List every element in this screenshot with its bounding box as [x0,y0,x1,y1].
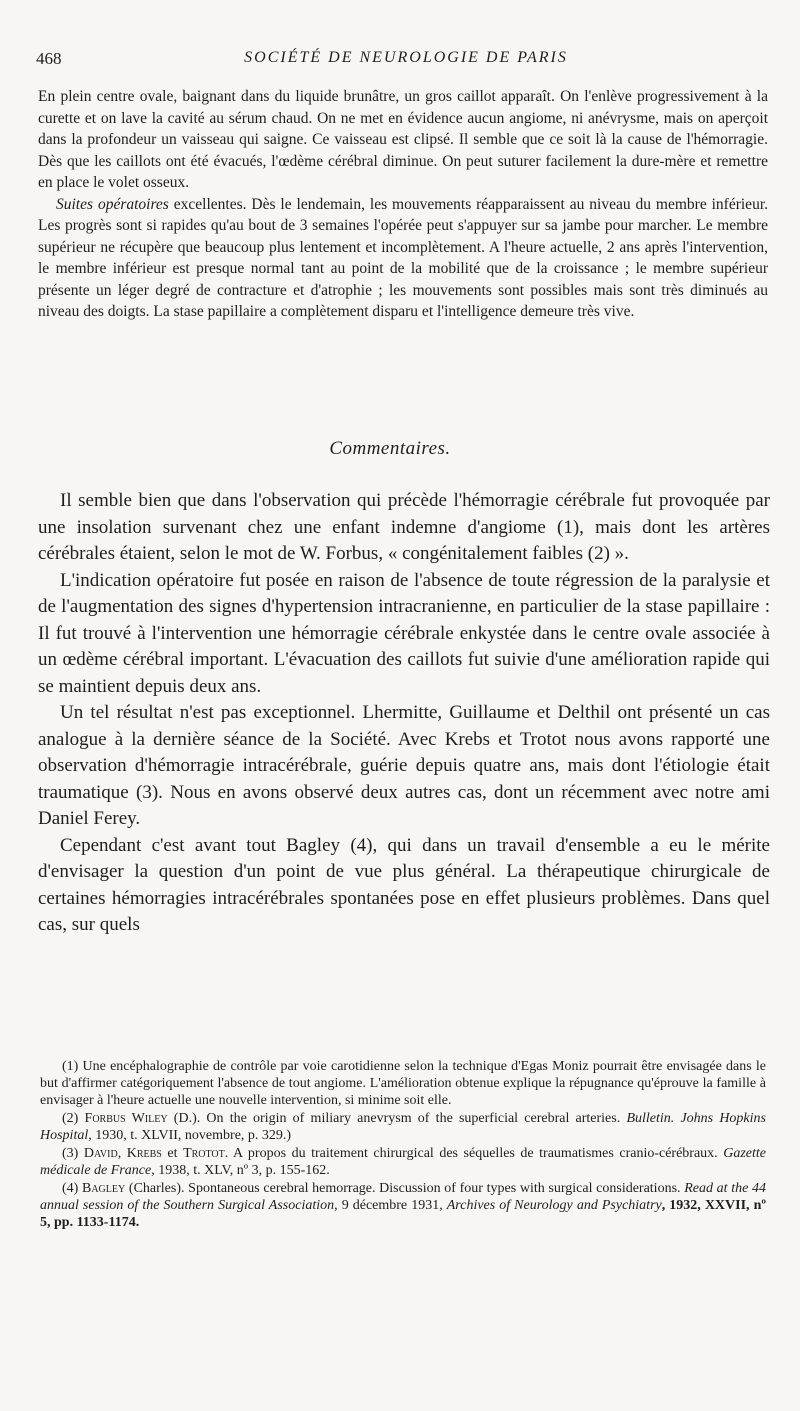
commentary-paragraph: Il semble bien que dans l'observation qui précède l'hémorragie cérébrale fut provoquée par une insolation survenant chez une enfant indemne d'angiome (1), mais dont les artères cérébrales étaient, selon le mot de W. Forbus, « congénitalement faibles (2) ». [38,490,770,564]
page-number: 468 [36,49,62,68]
footnote-journal: Bulletin. Johns Hopkins Hospital [40,1111,766,1143]
footnote-author: David, Krebs [83,1146,162,1161]
commentary-paragraph: L'indication opératoire fut posée en raison de l'absence de toute régression de la paralysie et de l'augmentation des signes d'hypertension intracranienne, en particulier de la stase papillaire : Il fut trouvé à l'intervention une hémorragie cérébrale enkystée dans le centre ovale associée à un œdème cérébral important. L'évacuation des caillots fut suivie d'une amélioration rapide qui se maintient depuis deux ans. [38,569,770,697]
footnote-4: (4) Bagley (Charles). Spontaneous cerebral hemorrage. Discussion of four types with surgical considerations. Read at the 44 annual session of the Southern Surgical Association, 9 décembre 1931, Archives of Neurology and Psychiatry, 1932, XXVII, nº 5, pp. 1133-1174. [40,1181,766,1230]
footnote-author: Trotot [183,1146,225,1161]
footnote-journal: Archives of Neurology and Psychiatry [446,1198,662,1213]
section-title: Commentaires. [329,438,451,459]
commentary-paragraph: Un tel résultat n'est pas exceptionnel. Lhermitte, Guillaume et Delthil ont présenté un cas analogue à la dernière séance de la Société. Avec Krebs et Trotot nous avons rapporté une observation d'hémorragie intracérébrale, guérie depuis quatre ans, mais dont l'étiologie était traumatique (3). Nous en avons observé deux autres cas, dont un récemment avec notre ami Daniel Ferey. [38,702,770,829]
suites-operatoires-label: Suites opératoires [56,195,169,213]
observation-text [38,86,768,323]
footnote-author: Forbus Wiley [84,1111,168,1126]
commentary-text [38,488,770,939]
footnote-3: (3) David, Krebs et Trotot. A propos du traitement chirurgical des séquelles de traumatismes cranio-cérébraux. Gazette médicale de France, 1938, t. XLV, nº 3, p. 155-162. [40,1146,766,1178]
observation-paragraph: En plein centre ovale, baignant dans du liquide brunâtre, un gros caillot apparaît. On l'enlève progressivement à la curette et on lave la cavité au sérum chaud. On ne met en évidence aucun angiome, ni anévrysme, mais on aperçoit dans la profondeur un vaisseau qui saigne. Ce vaisseau est clipsé. Il semble que ce soit là la cause de l'hémorragie. Dès que les caillots ont été évacués, l'œdème cérébral diminue. On peut suturer facilement la dure-mère et remettre en place le volet osseux. [38,88,768,191]
footnote-1: (1) Une encéphalographie de contrôle par voie carotidienne selon la technique d'Egas Moniz pourrait être envisagée dans le but d'affirmer catégoriquement l'absence de tout angiome. L'amélioration obtenue explique la répugnance qu'éprouve la famille à envisager à l'heure actuelle une nouvelle intervention, si minime soit elle. [40,1059,766,1108]
observation-paragraph [38,194,768,323]
running-head: SOCIÉTÉ DE NEUROLOGIE DE PARIS [244,49,568,66]
footnote-2: (2) Forbus Wiley (D.). On the origin of miliary anevrysm of the superficial cerebral arteries. Bulletin. Johns Hopkins Hospital, 1930, t. XLVII, novembre, p. 329.) [40,1111,766,1143]
commentary-paragraph: Cependant c'est avant tout Bagley (4), qui dans un travail d'ensemble a eu le mérite d'envisager la question d'un point de vue plus général. La thérapeutique chirurgicale de certaines hémorragies intracérébrales spontanées pose en effet plusieurs problèmes. Dans quel cas, sur quels [38,834,770,935]
observation-paragraph-text: excellentes. Dès le lendemain, les mouvements réapparaissent au niveau du membre inférieur. Les progrès sont si rapides qu'au bout de 3 semaines l'opérée peut s'appuyer sur sa jambe pour marcher. Le membre supérieur ne récupère que beaucoup plus lentement et incomplètement. A l'heure actuelle, 2 ans après l'intervention, le membre inférieur est presque normal tant au point de la mobilité que de la croissance ; le membre supérieur présente un léger degré de contracture et d'atrophie ; les mouvements sont possibles mais sont très diminués au niveau des doigts. La stase papillaire a complètement disparu et l'intelligence demeure très vive. [38,195,768,320]
footnote-author: Bagley [82,1181,126,1196]
footnote-journal: Read at the 44 annual session of the Southern Surgical Association [40,1181,766,1213]
page-header [36,47,776,73]
footnotes [40,1058,766,1231]
footnote-journal: Gazette médicale de France [40,1146,766,1178]
